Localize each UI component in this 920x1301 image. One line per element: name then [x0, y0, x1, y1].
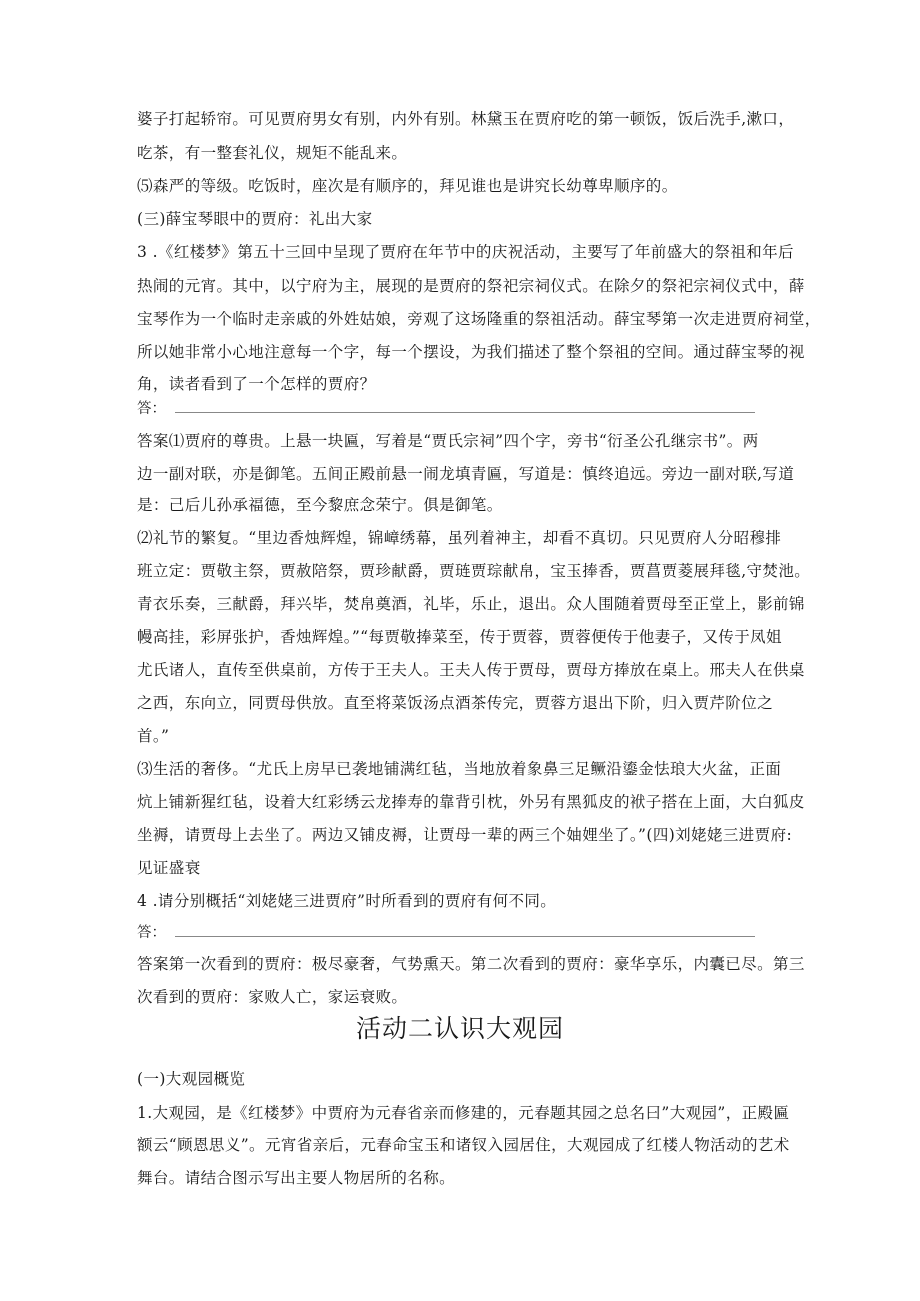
answer-text: 之西，东向立，同贾母供放。直至将菜饭汤点酒茶传完，贾蓉方退出下阶，归入贾芹阶位之: [137, 694, 774, 712]
answer-text: 青衣乐奏，三献爵，拜兴毕，焚帛奠酒，礼毕，乐止，退出。众人围随着贾母至正堂上，影前锦: [137, 595, 805, 613]
answer-text: 幔高挂，彩屏张护，香烛辉煌。”“每贾敬捧菜至，传于贾蓉，贾蓉便传于他妻子，又传于凤姐: [137, 628, 782, 646]
answer-text: 尤氏诸人，直传至供桌前，方传于王夫人。王夫人传于贾母，贾母方捧放在桌上。邢夫人在供桌: [137, 661, 805, 679]
answer-label: 答：: [137, 925, 166, 941]
question-line: 额云“顾恩思义”。元宵省亲后，元春命宝玉和诸钗入园居住，大观园成了红楼人物活动的艺术: [137, 1136, 790, 1154]
section-title: 见证盛衰: [137, 859, 201, 877]
text-line: 吃茶，有一整套礼仪，规矩不能乱来。: [137, 144, 408, 162]
answer-text: 班立定：贾敬主祭，贾赦陪祭，贾珍献爵，贾琏贾琮献帛，宝玉捧香，贾菖贾菱展拜毯,守焚池。: [137, 562, 811, 580]
answer-text: 次看到的贾府：家败人亡，家运衰败。: [137, 988, 408, 1006]
section-title: (三)薛宝琴眼中的贾府：礼出大家: [137, 210, 373, 228]
answer-text: 答案第一次看到的贾府：极尽豪奢，气势熏天。第二次看到的贾府：豪华享乐，内囊已尽。第三: [137, 955, 805, 973]
answer-label: 答：: [137, 401, 166, 417]
answer-text: 边一副对联，亦是御笔。五间正殿前悬一闹龙填青匾，写道是：慎终追远。旁边一副对联,写道: [137, 465, 795, 483]
text-line: ⑸森严的等级。吃饭时，座次是有顺序的，拜见谁也是讲究长幼尊卑顺序的。: [137, 177, 678, 195]
question-line: 热闹的元宵。其中，以宁府为主，展现的是贾府的祭祀宗祠仪式。在除夕的祭祀宗祠仪式中，薛: [137, 277, 805, 295]
answer-blank: [175, 412, 755, 413]
question-line: 舞台。请结合图示写出主要人物居所的名称。: [137, 1169, 456, 1187]
answer-text: 炕上铺新猩红毡，设着大红彩绣云龙捧寿的靠背引枕，外另有黑狐皮的袱子搭在上面，大白狐皮: [137, 793, 805, 811]
answer-blank: [175, 936, 755, 937]
section-title: (一)大观园概览: [137, 1070, 246, 1088]
question-line: 宝琴作为一个临时走亲戚的外姓姑娘，旁观了这场隆重的祭祖活动。薛宝琴第一次走进贾府祠堂，: [137, 310, 821, 328]
question-line: 4 .请分别概括“刘姥姥三进贾府”时所看到的贾府有何不同。: [137, 892, 557, 910]
page-heading: 活动二认识大观园: [355, 1014, 564, 1043]
question-line: 3 .《红楼梦》第五十三回中呈现了贾府在年节中的庆祝活动，主要写了年前盛大的祭祖和年后: [137, 243, 794, 261]
answer-text: 答案⑴贾府的尊贵。上悬一块匾，写着是“贾氏宗祠”四个字，旁书“衍圣公孔继宗书”。两: [137, 432, 759, 450]
answer-text: ⑶生活的奢侈。“尤氏上房早已袭地铺满红毡，当地放着象鼻三足鳜沿鎏金怯琅大火盆，正面: [137, 760, 782, 778]
answer-field-4[interactable]: [137, 921, 767, 944]
question-line: 所以她非常小心地注意每一个字，每一个摆设，为我们描述了整个祭祖的空间。通过薛宝琴的视: [137, 343, 805, 361]
answer-text: 首。”: [137, 727, 170, 745]
answer-text: ⑵礼节的繁复。“里边香烛辉煌，锦嶂绣幕，虽列着神主，却看不真切。只见贾府人分昭穆排: [137, 529, 782, 547]
text-line: 婆子打起轿帘。可见贾府男女有别，内外有别。林黛玉在贾府吃的第一顿饭，饭后洗手,漱口，: [137, 110, 795, 128]
answer-text: 是：己后儿孙承福德，至今黎庶念荣宁。俱是御笔。: [137, 496, 503, 514]
question-line: 1.大观园，是《红楼梦》中贾府为元春省亲而修建的，元春题其园之总名曰”大观园”，正殿匾: [137, 1104, 790, 1122]
answer-text: 坐褥，请贾母上去坐了。两边又铺皮褥，让贾母一辈的两三个妯娌坐了。”(四)刘姥姥三进贾府:: [137, 826, 793, 844]
question-line: 角，读者看到了一个怎样的贾府？: [137, 375, 376, 393]
answer-field-3[interactable]: [137, 397, 767, 420]
